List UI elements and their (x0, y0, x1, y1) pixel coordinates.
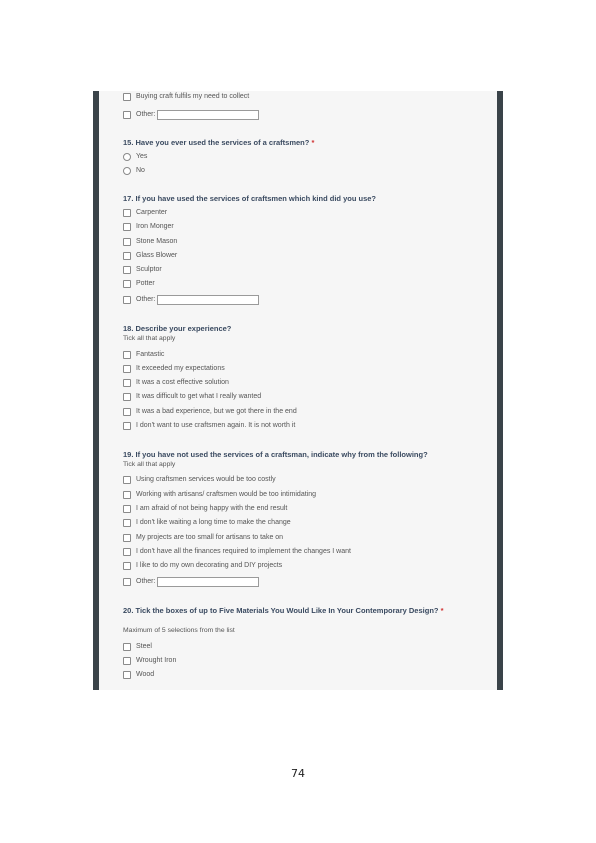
option-checkbox[interactable] (123, 222, 174, 231)
question-title (123, 138, 483, 147)
question-text: 17. If you have used the services of craftsmen which kind did you use? (123, 194, 376, 203)
option-checkbox[interactable] (123, 504, 287, 513)
option-checkbox[interactable] (123, 518, 291, 527)
option-checkbox[interactable] (123, 642, 152, 651)
checkbox[interactable] (123, 643, 131, 651)
page-number: 74 (291, 767, 305, 780)
checkbox[interactable] (123, 379, 131, 387)
option-label: Yes (136, 153, 148, 160)
option-checkbox[interactable] (123, 533, 283, 542)
checkbox[interactable] (123, 351, 131, 359)
checkbox[interactable] (123, 223, 131, 231)
option-checkbox[interactable] (123, 279, 155, 288)
question-title (123, 324, 483, 333)
question-text: 20. Tick the boxes of up to Five Materials You Would Like In Your Contemporary Design? (123, 606, 439, 615)
checkbox[interactable] (123, 280, 131, 288)
option-label: Sculptor (136, 266, 162, 273)
option-label: It was a bad experience, but we got there in the end (136, 408, 297, 415)
option-checkbox[interactable] (123, 251, 177, 260)
checkbox[interactable] (123, 111, 131, 119)
question-help: Maximum of 5 selections from the list (123, 627, 235, 634)
option-checkbox[interactable] (123, 656, 176, 665)
option-label: Buying craft fulfils my need to collect (136, 93, 250, 100)
option-label: I am afraid of not being happy with the end result (136, 505, 288, 512)
option-label: Other: (136, 296, 156, 303)
radio-button[interactable] (123, 167, 131, 175)
option-checkbox[interactable] (123, 407, 297, 416)
option-label: Potter (136, 280, 155, 287)
option-label: Other: (136, 578, 156, 585)
survey-form-screenshot (93, 91, 503, 690)
required-mark: * (440, 606, 444, 615)
checkbox[interactable] (123, 505, 131, 513)
checkbox[interactable] (123, 93, 131, 101)
option-checkbox[interactable] (123, 490, 316, 499)
option-label: My projects are too small for artisans to take on (136, 534, 284, 541)
other-text-input[interactable] (157, 577, 259, 587)
checkbox[interactable] (123, 476, 131, 484)
option-label: It was difficult to get what I really wanted (136, 393, 262, 400)
option-other[interactable] (123, 577, 259, 586)
question-text: 18. Describe your experience? (123, 324, 232, 333)
checkbox[interactable] (123, 365, 131, 373)
option-label: It exceeded my expectations (136, 365, 225, 372)
checkbox[interactable] (123, 296, 131, 304)
checkbox[interactable] (123, 408, 131, 416)
option-checkbox[interactable] (123, 265, 162, 274)
question-text: 15. Have you ever used the services of a craftsmen? (123, 138, 310, 147)
checkbox[interactable] (123, 534, 131, 542)
option-checkbox[interactable] (123, 237, 177, 246)
option-label: I don't have all the finances required to implement the changes I want (136, 548, 351, 555)
option-label: Steel (136, 643, 152, 650)
option-label: Glass Blower (136, 252, 178, 259)
option-label: Wood (136, 671, 155, 678)
checkbox[interactable] (123, 209, 131, 217)
other-text-input[interactable] (157, 295, 259, 305)
option-checkbox[interactable] (123, 378, 229, 387)
option-other[interactable] (123, 295, 259, 304)
option-checkbox[interactable] (123, 475, 276, 484)
checkbox[interactable] (123, 657, 131, 665)
question-title (123, 606, 463, 615)
option-label: I like to do my own decorating and DIY projects (136, 562, 283, 569)
option-checkbox[interactable] (123, 350, 164, 359)
option-label: Using craftsmen services would be too costly (136, 476, 276, 483)
option-label: Carpenter (136, 209, 168, 216)
option-checkbox[interactable] (123, 392, 261, 401)
option-label: I don't like waiting a long time to make the change (136, 519, 291, 526)
checkbox[interactable] (123, 491, 131, 499)
question-title (123, 194, 483, 203)
checkbox[interactable] (123, 266, 131, 274)
question-help: Tick all that apply (123, 461, 176, 468)
option-checkbox[interactable] (123, 561, 282, 570)
option-label: It was a cost effective solution (136, 379, 229, 386)
option-checkbox[interactable] (123, 421, 295, 430)
option-checkbox[interactable] (123, 92, 249, 101)
checkbox[interactable] (123, 252, 131, 260)
checkbox[interactable] (123, 519, 131, 527)
option-radio[interactable] (123, 152, 147, 161)
required-mark: * (311, 138, 315, 147)
checkbox[interactable] (123, 578, 131, 586)
question-title (123, 450, 483, 459)
checkbox[interactable] (123, 393, 131, 401)
checkbox[interactable] (123, 671, 131, 679)
checkbox[interactable] (123, 562, 131, 570)
question-text: 19. If you have not used the services of a craftsman, indicate why from the following? (123, 450, 428, 459)
option-label: Iron Monger (136, 223, 174, 230)
option-checkbox[interactable] (123, 208, 167, 217)
option-checkbox[interactable] (123, 547, 351, 556)
option-label: I don't want to use craftsmen again. It is not worth it (136, 422, 296, 429)
checkbox[interactable] (123, 238, 131, 246)
other-text-input[interactable] (157, 110, 259, 120)
option-checkbox[interactable] (123, 364, 225, 373)
option-label: Wrought Iron (136, 657, 177, 664)
option-label: Fantastic (136, 351, 165, 358)
option-checkbox[interactable] (123, 670, 154, 679)
radio-button[interactable] (123, 153, 131, 161)
option-other[interactable] (123, 110, 259, 119)
option-label: Stone Mason (136, 238, 178, 245)
question-help: Tick all that apply (123, 335, 176, 342)
option-label: Working with artisans/ craftsmen would be too intimidating (136, 491, 317, 498)
checkbox[interactable] (123, 548, 131, 556)
option-label: No (136, 167, 145, 174)
checkbox[interactable] (123, 422, 131, 430)
option-radio[interactable] (123, 166, 145, 175)
option-label: Other: (136, 111, 156, 118)
